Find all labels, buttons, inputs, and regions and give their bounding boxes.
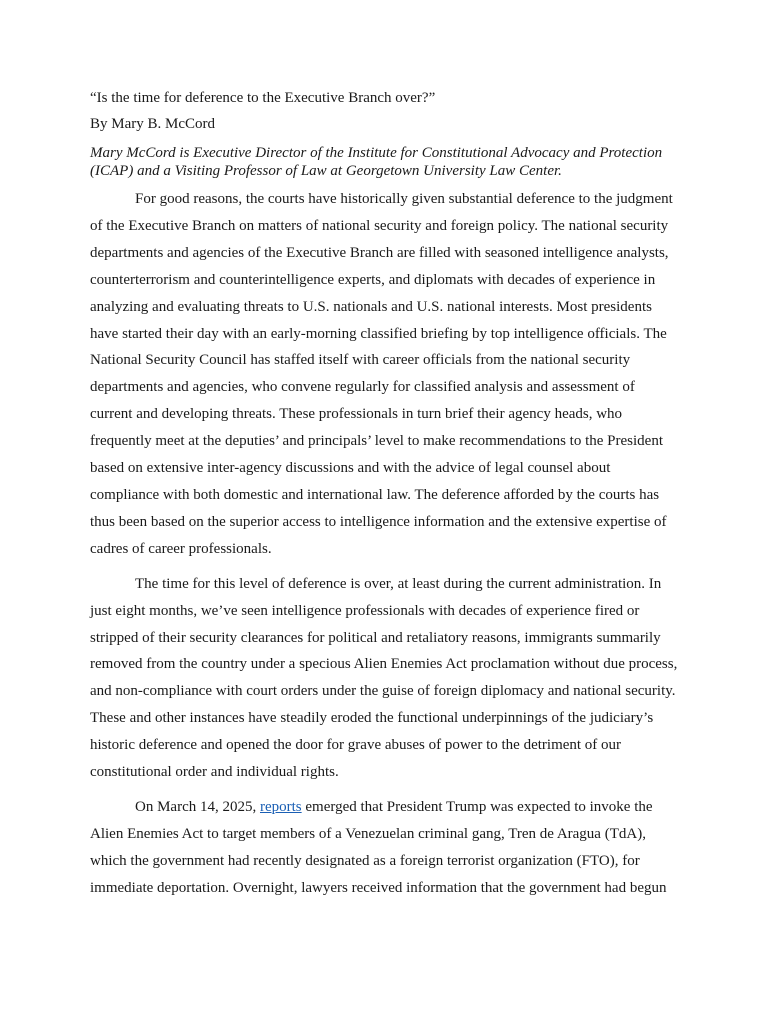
paragraph-1: For good reasons, the courts have historically given substantial deference to the judgment of the Executive Branch on matters of national security and foreign policy. The national security departments and agencies of the Executive Branch are filled with seasoned intelligence analysts, counterterrorism and counterintelligence experts, and diplomats with decades of experience in analyzing and evaluating threats to U.S. nationals and U.S. national interests. Most presidents have started their day with an early-morning classified briefing by top intelligence officials. The National Security Council has staffed itself with career officials from the national security departments and agencies, who convene regularly for classified analysis and assessment of current and developing threats. These professionals in turn brief their agency heads, who frequently meet at the deputies’ and principals’ level to make recommendations to the President based on extensive inter-agency discussions and with the advice of legal counsel about compliance with both domestic and international law. The deference afforded by the courts has thus been based on the superior access to intelligence information and the extensive expertise of cadres of career professionals.: [90, 191, 673, 557]
paragraph-3-body: emerged that President Trump was expected to invoke the Alien Enemies Act to target members of a Venezuelan criminal gang, Tren de Aragua (TdA), which the government had recently designated as a foreign terrorist organization (FTO), for immediate deportation. Overnight, lawyers received information that the government had begun: [90, 798, 667, 896]
paragraph-3: [90, 794, 678, 902]
byline: By Mary B. McCord: [90, 116, 215, 132]
paragraph-2: The time for this level of deference is over, at least during the current administration. In just eight months, we’ve seen intelligence professionals with decades of experience fired or stripped of their security clearances for political and retaliatory reasons, immigrants summarily removed from the country under a specious Alien Enemies Act proclamation without due process, and non-compliance with court orders under the guise of foreign diplomacy and national security. These and other instances have steadily eroded the functional underpinnings of the judiciary’s historic deference and opened the door for grave abuses of power to the detriment of our constitutional order and individual rights.: [90, 575, 678, 781]
paragraph-3-lead: On March 14, 2025,: [135, 798, 260, 815]
reports-link[interactable]: reports: [259, 798, 302, 815]
author-bio: Mary McCord is Executive Director of the Institute for Constitutional Advocacy and Protection (ICAP) and a Visiting Professor of Law at Georgetown University Law Center.: [90, 145, 663, 179]
document-page: [90, 89, 678, 910]
article-title: “Is the time for deference to the Executive Branch over?”: [90, 90, 436, 106]
